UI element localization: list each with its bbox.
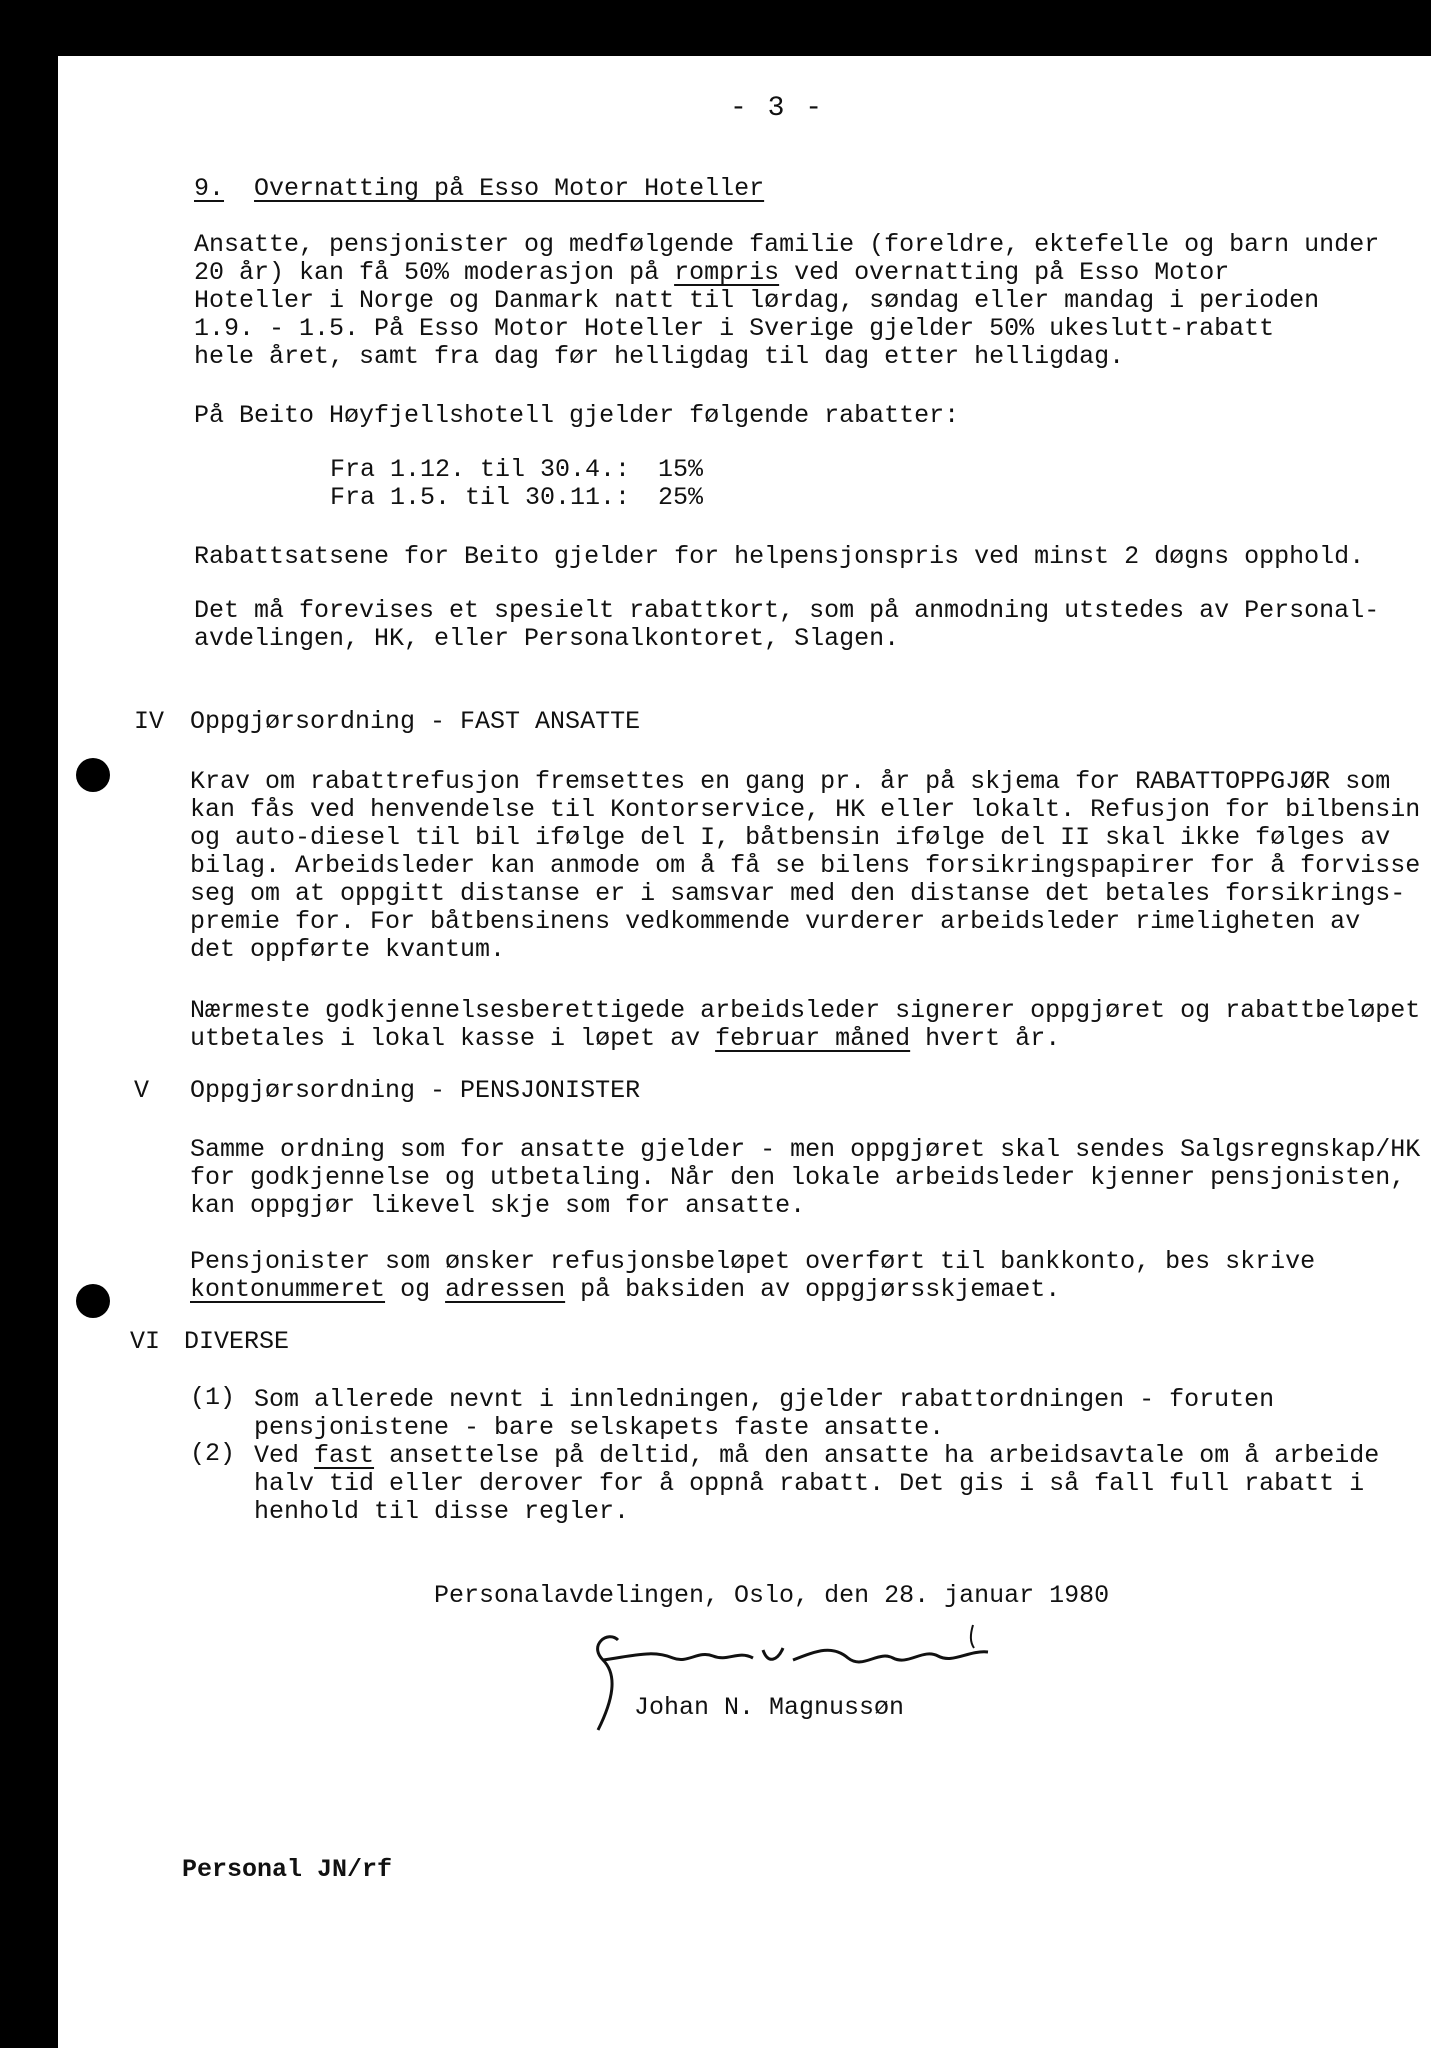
section4-para2-line2-end: hvert år.	[925, 1024, 1061, 1053]
section4-para1-line1: Krav om rabattrefusjon fremsettes en gang pr. år på skjema for RABATTOPPGJØR som	[190, 767, 1391, 796]
closing-place-date: Personalavdelingen, Oslo, den 28. januar 1980	[434, 1581, 1110, 1610]
section4-para1-line4: bilag. Arbeidsleder kan anmode om å få se bilens forsikringspapirer for å forvisse	[190, 851, 1421, 880]
section6-item2-line1	[254, 1442, 1379, 1470]
section4-para1-line2: kan fås ved henvendelse til Kontorservice, HK eller lokalt. Refusjon for bilbensin	[190, 795, 1421, 824]
section5-heading: Oppgjørsordning - PENSJONISTER	[190, 1076, 641, 1105]
section6-item1-line1: Som allerede nevnt i innledningen, gjelder rabattordningen - foruten	[254, 1385, 1275, 1414]
section4-para1-line6: premie for. For båtbensinens vedkommende vurderer arbeidsleder rimeligheten av	[190, 907, 1361, 936]
card-line-2: avdelingen, HK, eller Personalkontoret, Slagen.	[194, 624, 900, 653]
beito-note: Rabattsatsene for Beito gjelder for helpensjonspris ved minst 2 døgns opphold.	[194, 542, 1365, 571]
section5-para1-line3: kan oppgjør likevel skje som for ansatte.	[190, 1191, 806, 1220]
section4-para2-line1: Nærmeste godkjennelsesberettigede arbeidsleder signerer oppgjøret og rabattbeløpet	[190, 996, 1421, 1025]
section5-numeral: V	[134, 1076, 150, 1105]
adressen-underlined: adressen	[445, 1275, 566, 1304]
section4-heading: Oppgjørsordning - FAST ANSATTE	[190, 707, 641, 736]
section9-heading-text: Overnatting på Esso Motor Hoteller	[254, 174, 765, 203]
beito-rate-2-value: 25%	[658, 483, 704, 512]
section6-item2-line3: henhold til disse regler.	[254, 1497, 630, 1526]
section6-item2-line1-start: Ved	[254, 1441, 300, 1470]
section4-para1-line7: det oppførte kvantum.	[190, 935, 506, 964]
beito-rate-1-value: 15%	[658, 455, 704, 484]
card-line-1: Det må forevises et spesielt rabattkort, som på anmodning utstedes av Personal-	[194, 596, 1380, 625]
handwritten-signature	[578, 1620, 998, 1740]
section5-para2-rest: på baksiden av oppgjørsskjemaet.	[580, 1275, 1061, 1304]
section9-para1-line2	[194, 259, 1229, 287]
section6-item2-num: (2)	[190, 1439, 236, 1468]
section6-numeral: VI	[130, 1327, 161, 1356]
section9-para1-line2-end: ved overnatting på Esso Motor	[794, 258, 1230, 287]
section9-para1-line4: 1.9. - 1.5. På Esso Motor Hoteller i Sverige gjelder 50% ukeslutt-rabatt	[194, 314, 1275, 343]
section6-item1-num: (1)	[190, 1383, 236, 1412]
section6-item2-line1-end: ansettelse på deltid, må den ansatte ha arbeidsavtale om å arbeide	[389, 1441, 1380, 1470]
kontonummeret-underlined: kontonummeret	[190, 1275, 386, 1304]
rompris-underlined: rompris	[674, 258, 780, 287]
section9-heading	[194, 175, 764, 203]
section4-para2-line2-start: utbetales i lokal kasse i løpet av	[190, 1024, 701, 1053]
section6-item1-line2: pensjonistene - bare selskapets faste ansatte.	[254, 1413, 945, 1442]
section9-heading-number: 9.	[194, 174, 225, 203]
signatory-name: Johan N. Magnussøn	[634, 1693, 905, 1722]
page-number: - 3 -	[730, 93, 825, 124]
section5-para2-line1: Pensjonister som ønsker refusjonsbeløpet overført til bankkonto, bes skrive	[190, 1247, 1316, 1276]
section5-para2-line2	[190, 1276, 1060, 1304]
section5-para2-og: og	[400, 1275, 431, 1304]
section9-para1-line3: Hoteller i Norge og Danmark natt til lørdag, søndag eller mandag i perioden	[194, 286, 1320, 315]
section5-para1-line1: Samme ordning som for ansatte gjelder - men oppgjøret skal sendes Salgsregnskap/HK	[190, 1135, 1421, 1164]
section9-para1-line5: hele året, samt fra dag før helligdag til dag etter helligdag.	[194, 342, 1125, 371]
section6-heading: DIVERSE	[184, 1327, 290, 1356]
section4-para2-line2	[190, 1025, 1060, 1053]
section4-para1-line5: seg om at oppgitt distanse er i samsvar med den distanse det betales forsikrings-	[190, 879, 1406, 908]
section5-para1-line2: for godkjennelse og utbetaling. Når den lokale arbeidsleder kjenner pensjonisten,	[190, 1163, 1406, 1192]
section4-para1-line3: og auto-diesel til bil ifølge del I, båtbensin ifølge del II skal ikke følges av	[190, 823, 1391, 852]
reference-initials: Personal JN/rf	[182, 1855, 393, 1884]
fast-underlined: fast	[314, 1441, 375, 1470]
beito-intro: På Beito Høyfjellshotell gjelder følgende rabatter:	[194, 401, 960, 430]
section4-numeral: IV	[134, 707, 165, 736]
section9-para1-line1: Ansatte, pensjonister og medfølgende familie (foreldre, ektefelle og barn under	[194, 230, 1380, 259]
section6-item2-line2: halv tid eller derover for å oppnå rabatt. Det gis i så fall full rabatt i	[254, 1469, 1365, 1498]
beito-rate-1-period: Fra 1.12. til 30.4.:	[330, 455, 631, 484]
beito-rate-2-period: Fra 1.5. til 30.11.:	[330, 483, 631, 512]
februar-maned-underlined: februar måned	[715, 1024, 911, 1053]
section9-para1-line2-start: 20 år) kan få 50% moderasjon på	[194, 258, 660, 287]
